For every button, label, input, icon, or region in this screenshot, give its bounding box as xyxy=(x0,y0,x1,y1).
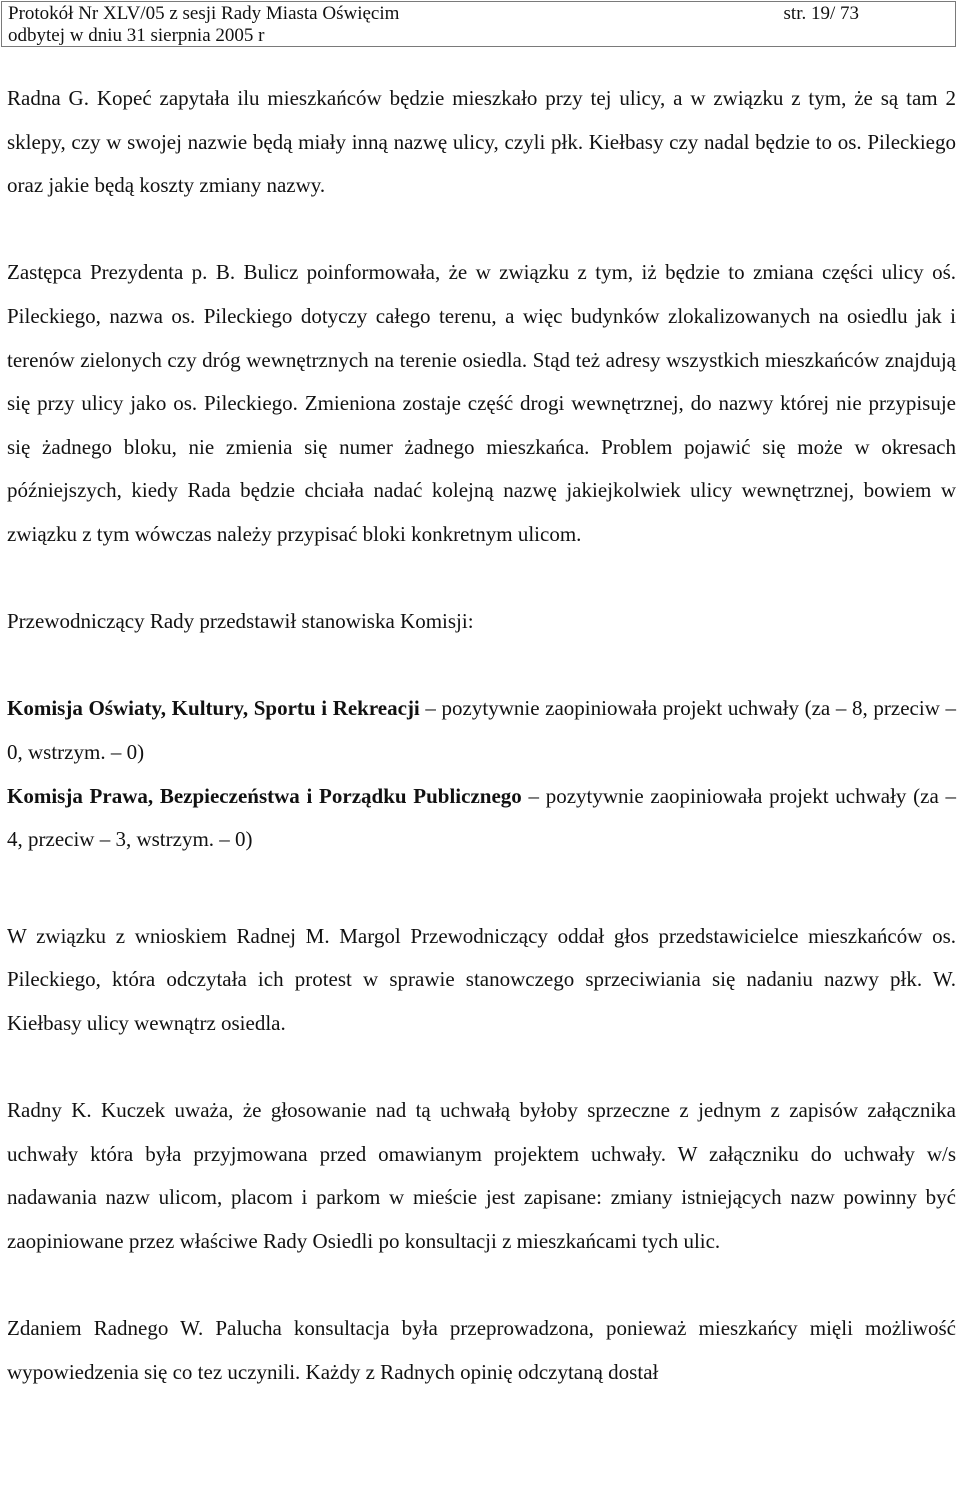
paragraph-gap xyxy=(7,862,956,915)
paragraph-gap xyxy=(7,557,956,601)
page-header xyxy=(1,1,956,47)
header-date: odbytej w dniu 31 sierpnia 2005 r xyxy=(8,25,265,46)
paragraph-margol: W związku z wnioskiem Radnej M. Margol Przewodniczący oddał głos przedstawicielce mieszkańców os. Pileckiego, która odczytała ich protest w sprawie stanowczego sprzeciwiania się nadaniu nazwy płk. W. Kiełbasy ulicy wewnątrz osiedla. xyxy=(7,923,956,1035)
paragraph-gap xyxy=(7,1045,956,1089)
paragraph-gap xyxy=(7,208,956,252)
paragraph-kopec: Radna G. Kopeć zapytała ilu mieszkańców będzie mieszkało przy tej ulicy, a w związku z tym, że są tam 2 sklepy, czy w swojej nazwie będą miały inną nazwę ulicy, czyli płk. Kiełbasy czy nadal będzie to os. Pileckiego oraz jakie będą koszty zmiany nazwy. xyxy=(7,86,956,198)
header-row-bottom xyxy=(8,25,949,47)
paragraph-paluch: Zdaniem Radnego W. Palucha konsultacja była przeprowadzona, ponieważ mieszkańcy mięli możliwość wypowiedzenia się co tez uczynili. Każdy z Radnych opinię odczytaną dostał xyxy=(7,1316,956,1384)
paragraph-gap xyxy=(7,644,956,688)
header-row-top xyxy=(8,3,949,25)
paragraph-commission-law xyxy=(7,775,956,862)
commission-law-opinion: – pozytywnie zaopiniowała projekt uchwały (za – 4, przeciw – 3, wstrzym. – 0) xyxy=(7,783,956,852)
paragraph-bulicz: Zastępca Prezydenta p. B. Bulicz poinformowała, że w związku z tym, iż będzie to zmiana części ulicy oś. Pileckiego, nazwa os. Pileckiego dotyczy całego terenu, a więc budynków zlokalizowanych na osiedlu jak i terenów zielonych czy dróg wewnętrznych na terenie osiedla. Stąd też adresy wszystkich mieszkańców znajdują się przy ulicy jako os. Pileckiego. Zmieniona zostaje część drogi wewnętrznej, do nazwy której nie przypisuje się żadnego bloku, nie zmienia się numer żadnego mieszkańca. Problem pojawić się może w okresach późniejszych, kiedy Rada będzie chciała nadać kolejną nazwę jakiejkolwiek ulicy wewnętrznej, bowiem w związku z tym wówczas należy przypisać bloki konkretnym ulicom. xyxy=(7,260,956,546)
commission-law-name: Komisja Prawa, Bezpieczeństwa i Porządku Publicznego xyxy=(7,783,522,808)
document-body xyxy=(7,77,956,1394)
paragraph-gap xyxy=(7,1263,956,1307)
paragraph-commission-education xyxy=(7,687,956,774)
paragraph-kuczek: Radny K. Kuczek uważa, że głosowanie nad tą uchwałą byłoby sprzeczne z jednym z zapisów załącznika uchwały która była przyjmowana przed omawianym projektem uchwały. W załączniku do uchwały w/s nadawania nazw ulicom, placom i parkom w mieście jest zapisane: zmiany istniejących nazw powinny być zaopiniowane przez właściwe Rady Osiedli po konsultacji z mieszkańcami tych ulic. xyxy=(7,1098,956,1253)
header-title: Protokół Nr XLV/05 z sesji Rady Miasta Oświęcim xyxy=(8,3,400,24)
commission-education-opinion: – pozytywnie zaopiniowała projekt uchwały (za – 8, przeciw – 0, wstrzym. – 0) xyxy=(7,696,956,764)
page-number: str. 19/ 73 xyxy=(783,3,859,24)
paragraph-commissions-intro: Przewodniczący Rady przedstawił stanowiska Komisji: xyxy=(7,609,474,634)
commission-education-name: Komisja Oświaty, Kultury, Sportu i Rekreacji xyxy=(7,696,420,721)
